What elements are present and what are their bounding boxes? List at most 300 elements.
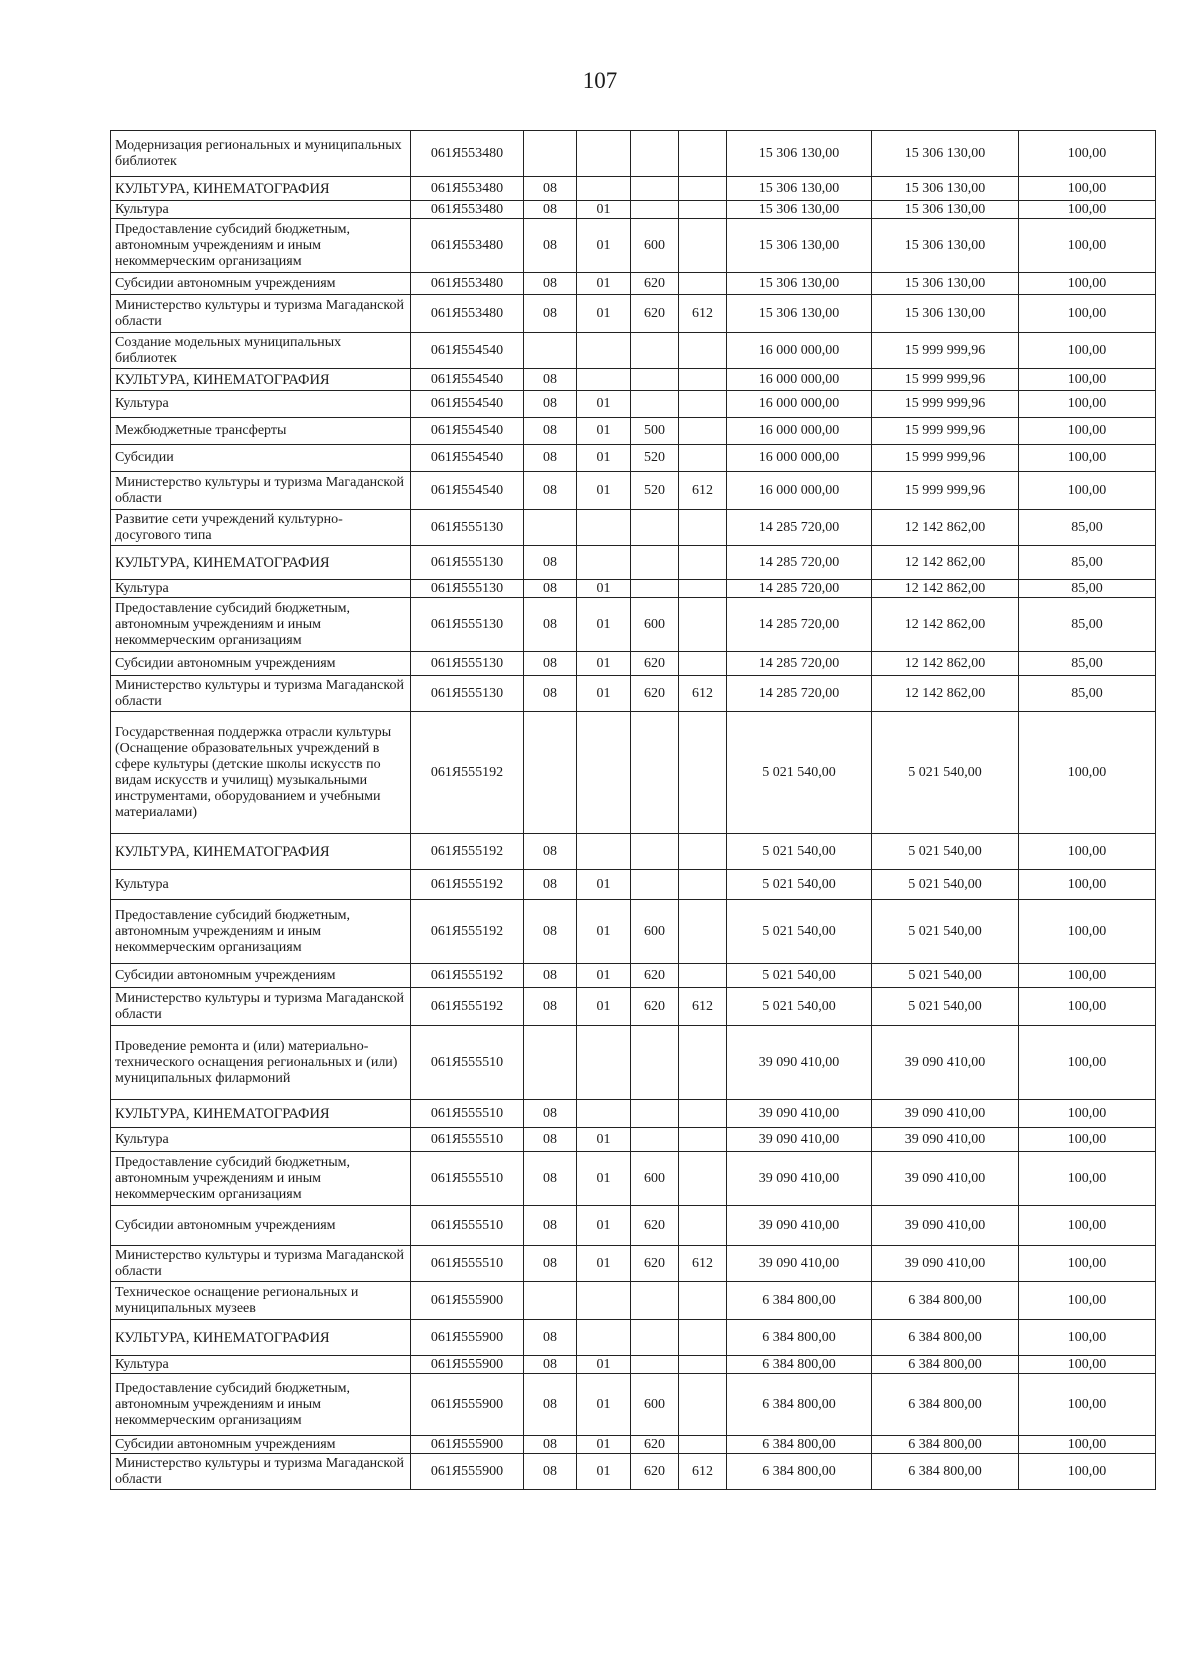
section-code-cell: 08 bbox=[524, 219, 577, 273]
target-code-cell: 061Я553480 bbox=[411, 201, 524, 219]
table-row bbox=[111, 964, 1156, 988]
execution-percent-cell: 100,00 bbox=[1019, 201, 1156, 219]
budget-sheet bbox=[110, 130, 1155, 1490]
row-name-cell: Проведение ремонта и (или) материально-технического оснащения региональных и (или) муниципальных филармоний bbox=[111, 1026, 411, 1100]
table-row bbox=[111, 177, 1156, 201]
subsection-code-cell: 01 bbox=[577, 1436, 631, 1454]
actual-amount-cell: 15 999 999,96 bbox=[872, 445, 1019, 472]
row-name-cell: Межбюджетные трансферты bbox=[111, 418, 411, 445]
row-name-cell: Создание модельных муниципальных библиотек bbox=[111, 333, 411, 369]
section-code-cell: 08 bbox=[524, 870, 577, 900]
target-code-cell: 061Я555130 bbox=[411, 598, 524, 652]
target-code-cell: 061Я555130 bbox=[411, 546, 524, 580]
table-row bbox=[111, 1246, 1156, 1282]
actual-amount-cell: 6 384 800,00 bbox=[872, 1454, 1019, 1490]
row-name-cell: Предоставление субсидий бюджетным, автономным учреждениям и иным некоммерческим организациям bbox=[111, 900, 411, 964]
table-row bbox=[111, 580, 1156, 598]
section-code-cell: 08 bbox=[524, 1320, 577, 1356]
target-code-cell: 061Я555192 bbox=[411, 834, 524, 870]
execution-percent-cell: 100,00 bbox=[1019, 131, 1156, 177]
administrator-code-cell bbox=[679, 1128, 727, 1152]
planned-amount-cell: 15 306 130,00 bbox=[727, 131, 872, 177]
execution-percent-cell: 100,00 bbox=[1019, 1026, 1156, 1100]
subsection-code-cell bbox=[577, 510, 631, 546]
actual-amount-cell: 12 142 862,00 bbox=[872, 580, 1019, 598]
administrator-code-cell bbox=[679, 712, 727, 834]
subsection-code-cell: 01 bbox=[577, 870, 631, 900]
expense-type-cell: 620 bbox=[631, 652, 679, 676]
administrator-code-cell bbox=[679, 333, 727, 369]
administrator-code-cell bbox=[679, 1026, 727, 1100]
section-code-cell: 08 bbox=[524, 1246, 577, 1282]
table-row bbox=[111, 1374, 1156, 1436]
subsection-code-cell: 01 bbox=[577, 219, 631, 273]
target-code-cell: 061Я555510 bbox=[411, 1026, 524, 1100]
section-code-cell: 08 bbox=[524, 900, 577, 964]
actual-amount-cell: 5 021 540,00 bbox=[872, 834, 1019, 870]
planned-amount-cell: 15 306 130,00 bbox=[727, 273, 872, 295]
execution-percent-cell: 100,00 bbox=[1019, 1246, 1156, 1282]
target-code-cell: 061Я555130 bbox=[411, 510, 524, 546]
expense-type-cell: 620 bbox=[631, 273, 679, 295]
section-code-cell: 08 bbox=[524, 1436, 577, 1454]
subsection-code-cell: 01 bbox=[577, 598, 631, 652]
planned-amount-cell: 14 285 720,00 bbox=[727, 510, 872, 546]
expense-type-cell bbox=[631, 177, 679, 201]
table-row bbox=[111, 445, 1156, 472]
execution-percent-cell: 100,00 bbox=[1019, 219, 1156, 273]
execution-percent-cell: 100,00 bbox=[1019, 472, 1156, 510]
execution-percent-cell: 100,00 bbox=[1019, 1206, 1156, 1246]
planned-amount-cell: 5 021 540,00 bbox=[727, 712, 872, 834]
subsection-code-cell: 01 bbox=[577, 1152, 631, 1206]
execution-percent-cell: 100,00 bbox=[1019, 1100, 1156, 1128]
execution-percent-cell: 85,00 bbox=[1019, 510, 1156, 546]
row-name-cell: КУЛЬТУРА, КИНЕМАТОГРАФИЯ bbox=[111, 834, 411, 870]
expense-type-cell: 600 bbox=[631, 219, 679, 273]
expense-type-cell: 620 bbox=[631, 1454, 679, 1490]
row-name-cell: КУЛЬТУРА, КИНЕМАТОГРАФИЯ bbox=[111, 177, 411, 201]
row-name-cell: Субсидии автономным учреждениям bbox=[111, 964, 411, 988]
actual-amount-cell: 6 384 800,00 bbox=[872, 1320, 1019, 1356]
execution-percent-cell: 100,00 bbox=[1019, 712, 1156, 834]
administrator-code-cell bbox=[679, 219, 727, 273]
planned-amount-cell: 16 000 000,00 bbox=[727, 418, 872, 445]
actual-amount-cell: 6 384 800,00 bbox=[872, 1356, 1019, 1374]
expense-type-cell: 500 bbox=[631, 418, 679, 445]
subsection-code-cell: 01 bbox=[577, 652, 631, 676]
subsection-code-cell bbox=[577, 131, 631, 177]
section-code-cell bbox=[524, 131, 577, 177]
row-name-cell: Субсидии автономным учреждениям bbox=[111, 273, 411, 295]
actual-amount-cell: 12 142 862,00 bbox=[872, 652, 1019, 676]
administrator-code-cell: 612 bbox=[679, 1246, 727, 1282]
actual-amount-cell: 5 021 540,00 bbox=[872, 900, 1019, 964]
planned-amount-cell: 16 000 000,00 bbox=[727, 333, 872, 369]
section-code-cell: 08 bbox=[524, 201, 577, 219]
execution-percent-cell: 100,00 bbox=[1019, 418, 1156, 445]
row-name-cell: КУЛЬТУРА, КИНЕМАТОГРАФИЯ bbox=[111, 369, 411, 391]
subsection-code-cell bbox=[577, 369, 631, 391]
planned-amount-cell: 14 285 720,00 bbox=[727, 676, 872, 712]
subsection-code-cell bbox=[577, 1026, 631, 1100]
administrator-code-cell: 612 bbox=[679, 988, 727, 1026]
table-row bbox=[111, 1100, 1156, 1128]
target-code-cell: 061Я555192 bbox=[411, 988, 524, 1026]
row-name-cell: Модернизация региональных и муниципальных библиотек bbox=[111, 131, 411, 177]
section-code-cell: 08 bbox=[524, 1206, 577, 1246]
subsection-code-cell: 01 bbox=[577, 964, 631, 988]
row-name-cell: Культура bbox=[111, 870, 411, 900]
target-code-cell: 061Я553480 bbox=[411, 219, 524, 273]
execution-percent-cell: 100,00 bbox=[1019, 1128, 1156, 1152]
row-name-cell: Министерство культуры и туризма Магаданской области bbox=[111, 295, 411, 333]
administrator-code-cell bbox=[679, 445, 727, 472]
target-code-cell: 061Я555510 bbox=[411, 1152, 524, 1206]
subsection-code-cell: 01 bbox=[577, 1374, 631, 1436]
budget-table-body bbox=[111, 131, 1156, 1490]
table-row bbox=[111, 546, 1156, 580]
section-code-cell: 08 bbox=[524, 834, 577, 870]
planned-amount-cell: 39 090 410,00 bbox=[727, 1026, 872, 1100]
table-row bbox=[111, 510, 1156, 546]
subsection-code-cell bbox=[577, 1320, 631, 1356]
section-code-cell: 08 bbox=[524, 391, 577, 418]
section-code-cell bbox=[524, 712, 577, 834]
execution-percent-cell: 85,00 bbox=[1019, 598, 1156, 652]
target-code-cell: 061Я555192 bbox=[411, 712, 524, 834]
expense-type-cell: 620 bbox=[631, 295, 679, 333]
table-row bbox=[111, 676, 1156, 712]
subsection-code-cell: 01 bbox=[577, 445, 631, 472]
row-name-cell: Министерство культуры и туризма Магаданской области bbox=[111, 988, 411, 1026]
execution-percent-cell: 85,00 bbox=[1019, 580, 1156, 598]
target-code-cell: 061Я555900 bbox=[411, 1282, 524, 1320]
execution-percent-cell: 100,00 bbox=[1019, 1282, 1156, 1320]
budget-table bbox=[110, 130, 1156, 1490]
section-code-cell: 08 bbox=[524, 1356, 577, 1374]
target-code-cell: 061Я554540 bbox=[411, 472, 524, 510]
subsection-code-cell: 01 bbox=[577, 273, 631, 295]
execution-percent-cell: 100,00 bbox=[1019, 177, 1156, 201]
target-code-cell: 061Я554540 bbox=[411, 418, 524, 445]
expense-type-cell bbox=[631, 333, 679, 369]
subsection-code-cell: 01 bbox=[577, 900, 631, 964]
administrator-code-cell bbox=[679, 900, 727, 964]
row-name-cell: Развитие сети учреждений культурно-досугового типа bbox=[111, 510, 411, 546]
section-code-cell bbox=[524, 1282, 577, 1320]
section-code-cell: 08 bbox=[524, 580, 577, 598]
expense-type-cell: 620 bbox=[631, 1436, 679, 1454]
table-row bbox=[111, 418, 1156, 445]
actual-amount-cell: 5 021 540,00 bbox=[872, 870, 1019, 900]
row-name-cell: КУЛЬТУРА, КИНЕМАТОГРАФИЯ bbox=[111, 1320, 411, 1356]
administrator-code-cell bbox=[679, 201, 727, 219]
planned-amount-cell: 16 000 000,00 bbox=[727, 369, 872, 391]
actual-amount-cell: 15 999 999,96 bbox=[872, 391, 1019, 418]
administrator-code-cell bbox=[679, 546, 727, 580]
target-code-cell: 061Я554540 bbox=[411, 369, 524, 391]
table-row bbox=[111, 333, 1156, 369]
row-name-cell: Культура bbox=[111, 580, 411, 598]
target-code-cell: 061Я555900 bbox=[411, 1320, 524, 1356]
planned-amount-cell: 15 306 130,00 bbox=[727, 295, 872, 333]
table-row bbox=[111, 219, 1156, 273]
row-name-cell: Министерство культуры и туризма Магаданской области bbox=[111, 1454, 411, 1490]
row-name-cell: Культура bbox=[111, 391, 411, 418]
actual-amount-cell: 12 142 862,00 bbox=[872, 676, 1019, 712]
table-row bbox=[111, 1026, 1156, 1100]
target-code-cell: 061Я555192 bbox=[411, 964, 524, 988]
planned-amount-cell: 6 384 800,00 bbox=[727, 1436, 872, 1454]
actual-amount-cell: 5 021 540,00 bbox=[872, 964, 1019, 988]
administrator-code-cell bbox=[679, 131, 727, 177]
expense-type-cell bbox=[631, 131, 679, 177]
row-name-cell: Субсидии bbox=[111, 445, 411, 472]
expense-type-cell: 520 bbox=[631, 472, 679, 510]
planned-amount-cell: 5 021 540,00 bbox=[727, 834, 872, 870]
target-code-cell: 061Я555130 bbox=[411, 652, 524, 676]
section-code-cell: 08 bbox=[524, 1374, 577, 1436]
administrator-code-cell bbox=[679, 1436, 727, 1454]
planned-amount-cell: 5 021 540,00 bbox=[727, 870, 872, 900]
section-code-cell: 08 bbox=[524, 1128, 577, 1152]
subsection-code-cell bbox=[577, 834, 631, 870]
administrator-code-cell bbox=[679, 1356, 727, 1374]
administrator-code-cell: 612 bbox=[679, 1454, 727, 1490]
expense-type-cell: 600 bbox=[631, 598, 679, 652]
row-name-cell: Субсидии автономным учреждениям bbox=[111, 1436, 411, 1454]
planned-amount-cell: 14 285 720,00 bbox=[727, 598, 872, 652]
target-code-cell: 061Я555510 bbox=[411, 1100, 524, 1128]
table-row bbox=[111, 472, 1156, 510]
section-code-cell: 08 bbox=[524, 445, 577, 472]
expense-type-cell: 520 bbox=[631, 445, 679, 472]
planned-amount-cell: 6 384 800,00 bbox=[727, 1282, 872, 1320]
expense-type-cell: 620 bbox=[631, 1246, 679, 1282]
actual-amount-cell: 39 090 410,00 bbox=[872, 1128, 1019, 1152]
planned-amount-cell: 6 384 800,00 bbox=[727, 1454, 872, 1490]
section-code-cell: 08 bbox=[524, 652, 577, 676]
expense-type-cell bbox=[631, 580, 679, 598]
expense-type-cell: 620 bbox=[631, 676, 679, 712]
planned-amount-cell: 15 306 130,00 bbox=[727, 177, 872, 201]
expense-type-cell bbox=[631, 712, 679, 834]
table-row bbox=[111, 988, 1156, 1026]
table-row bbox=[111, 1206, 1156, 1246]
target-code-cell: 061Я555130 bbox=[411, 580, 524, 598]
planned-amount-cell: 6 384 800,00 bbox=[727, 1320, 872, 1356]
planned-amount-cell: 14 285 720,00 bbox=[727, 580, 872, 598]
expense-type-cell bbox=[631, 1356, 679, 1374]
planned-amount-cell: 39 090 410,00 bbox=[727, 1152, 872, 1206]
execution-percent-cell: 100,00 bbox=[1019, 834, 1156, 870]
expense-type-cell bbox=[631, 870, 679, 900]
section-code-cell: 08 bbox=[524, 472, 577, 510]
section-code-cell: 08 bbox=[524, 273, 577, 295]
subsection-code-cell: 01 bbox=[577, 418, 631, 445]
administrator-code-cell bbox=[679, 1374, 727, 1436]
execution-percent-cell: 100,00 bbox=[1019, 964, 1156, 988]
planned-amount-cell: 39 090 410,00 bbox=[727, 1128, 872, 1152]
planned-amount-cell: 5 021 540,00 bbox=[727, 900, 872, 964]
execution-percent-cell: 100,00 bbox=[1019, 870, 1156, 900]
expense-type-cell bbox=[631, 1128, 679, 1152]
subsection-code-cell: 01 bbox=[577, 391, 631, 418]
execution-percent-cell: 100,00 bbox=[1019, 1374, 1156, 1436]
table-row bbox=[111, 131, 1156, 177]
actual-amount-cell: 6 384 800,00 bbox=[872, 1282, 1019, 1320]
actual-amount-cell: 39 090 410,00 bbox=[872, 1026, 1019, 1100]
administrator-code-cell bbox=[679, 369, 727, 391]
expense-type-cell bbox=[631, 546, 679, 580]
expense-type-cell: 620 bbox=[631, 964, 679, 988]
target-code-cell: 061Я553480 bbox=[411, 295, 524, 333]
section-code-cell: 08 bbox=[524, 1100, 577, 1128]
actual-amount-cell: 15 999 999,96 bbox=[872, 369, 1019, 391]
subsection-code-cell bbox=[577, 177, 631, 201]
expense-type-cell bbox=[631, 1320, 679, 1356]
actual-amount-cell: 15 306 130,00 bbox=[872, 177, 1019, 201]
execution-percent-cell: 100,00 bbox=[1019, 273, 1156, 295]
execution-percent-cell: 100,00 bbox=[1019, 988, 1156, 1026]
subsection-code-cell: 01 bbox=[577, 1356, 631, 1374]
subsection-code-cell bbox=[577, 712, 631, 834]
planned-amount-cell: 5 021 540,00 bbox=[727, 988, 872, 1026]
administrator-code-cell bbox=[679, 870, 727, 900]
actual-amount-cell: 5 021 540,00 bbox=[872, 988, 1019, 1026]
execution-percent-cell: 100,00 bbox=[1019, 1320, 1156, 1356]
actual-amount-cell: 12 142 862,00 bbox=[872, 546, 1019, 580]
planned-amount-cell: 16 000 000,00 bbox=[727, 445, 872, 472]
row-name-cell: Министерство культуры и туризма Магаданской области bbox=[111, 1246, 411, 1282]
section-code-cell bbox=[524, 1026, 577, 1100]
row-name-cell: Предоставление субсидий бюджетным, автономным учреждениям и иным некоммерческим организациям bbox=[111, 1374, 411, 1436]
table-row bbox=[111, 1152, 1156, 1206]
target-code-cell: 061Я555510 bbox=[411, 1206, 524, 1246]
actual-amount-cell: 12 142 862,00 bbox=[872, 510, 1019, 546]
table-row bbox=[111, 598, 1156, 652]
subsection-code-cell: 01 bbox=[577, 1246, 631, 1282]
subsection-code-cell: 01 bbox=[577, 1454, 631, 1490]
execution-percent-cell: 100,00 bbox=[1019, 1152, 1156, 1206]
target-code-cell: 061Я555192 bbox=[411, 900, 524, 964]
section-code-cell: 08 bbox=[524, 418, 577, 445]
expense-type-cell bbox=[631, 201, 679, 219]
actual-amount-cell: 15 306 130,00 bbox=[872, 219, 1019, 273]
execution-percent-cell: 100,00 bbox=[1019, 900, 1156, 964]
planned-amount-cell: 39 090 410,00 bbox=[727, 1100, 872, 1128]
administrator-code-cell bbox=[679, 598, 727, 652]
subsection-code-cell: 01 bbox=[577, 988, 631, 1026]
target-code-cell: 061Я555192 bbox=[411, 870, 524, 900]
actual-amount-cell: 15 999 999,96 bbox=[872, 418, 1019, 445]
administrator-code-cell bbox=[679, 1206, 727, 1246]
row-name-cell: Министерство культуры и туризма Магаданской области bbox=[111, 676, 411, 712]
planned-amount-cell: 6 384 800,00 bbox=[727, 1374, 872, 1436]
execution-percent-cell: 85,00 bbox=[1019, 546, 1156, 580]
execution-percent-cell: 100,00 bbox=[1019, 445, 1156, 472]
target-code-cell: 061Я555130 bbox=[411, 676, 524, 712]
page-number: 107 bbox=[582, 68, 618, 93]
table-row bbox=[111, 900, 1156, 964]
actual-amount-cell: 12 142 862,00 bbox=[872, 598, 1019, 652]
row-name-cell: Культура bbox=[111, 201, 411, 219]
section-code-cell: 08 bbox=[524, 964, 577, 988]
administrator-code-cell: 612 bbox=[679, 472, 727, 510]
expense-type-cell: 600 bbox=[631, 900, 679, 964]
expense-type-cell bbox=[631, 1026, 679, 1100]
target-code-cell: 061Я555510 bbox=[411, 1246, 524, 1282]
target-code-cell: 061Я555510 bbox=[411, 1128, 524, 1152]
administrator-code-cell: 612 bbox=[679, 295, 727, 333]
administrator-code-cell: 612 bbox=[679, 676, 727, 712]
table-row bbox=[111, 201, 1156, 219]
table-row bbox=[111, 712, 1156, 834]
actual-amount-cell: 39 090 410,00 bbox=[872, 1100, 1019, 1128]
row-name-cell: Государственная поддержка отрасли культуры (Оснащение образовательных учреждений в сфере культуры (детские школы искусств по видам искусств и училищ) музыкальными инструментами, оборудованием и учебными материалами) bbox=[111, 712, 411, 834]
section-code-cell: 08 bbox=[524, 676, 577, 712]
expense-type-cell: 600 bbox=[631, 1374, 679, 1436]
subsection-code-cell bbox=[577, 333, 631, 369]
expense-type-cell bbox=[631, 369, 679, 391]
execution-percent-cell: 100,00 bbox=[1019, 1356, 1156, 1374]
table-row bbox=[111, 1320, 1156, 1356]
subsection-code-cell: 01 bbox=[577, 580, 631, 598]
actual-amount-cell: 15 999 999,96 bbox=[872, 333, 1019, 369]
section-code-cell: 08 bbox=[524, 988, 577, 1026]
subsection-code-cell bbox=[577, 1282, 631, 1320]
administrator-code-cell bbox=[679, 273, 727, 295]
expense-type-cell: 600 bbox=[631, 1152, 679, 1206]
table-row bbox=[111, 834, 1156, 870]
execution-percent-cell: 100,00 bbox=[1019, 1454, 1156, 1490]
planned-amount-cell: 39 090 410,00 bbox=[727, 1246, 872, 1282]
planned-amount-cell: 16 000 000,00 bbox=[727, 472, 872, 510]
actual-amount-cell: 6 384 800,00 bbox=[872, 1374, 1019, 1436]
planned-amount-cell: 39 090 410,00 bbox=[727, 1206, 872, 1246]
planned-amount-cell: 15 306 130,00 bbox=[727, 201, 872, 219]
section-code-cell: 08 bbox=[524, 598, 577, 652]
planned-amount-cell: 14 285 720,00 bbox=[727, 652, 872, 676]
subsection-code-cell: 01 bbox=[577, 472, 631, 510]
row-name-cell: КУЛЬТУРА, КИНЕМАТОГРАФИЯ bbox=[111, 1100, 411, 1128]
subsection-code-cell bbox=[577, 1100, 631, 1128]
table-row bbox=[111, 1436, 1156, 1454]
subsection-code-cell: 01 bbox=[577, 1206, 631, 1246]
actual-amount-cell: 15 306 130,00 bbox=[872, 295, 1019, 333]
section-code-cell: 08 bbox=[524, 1152, 577, 1206]
section-code-cell: 08 bbox=[524, 177, 577, 201]
administrator-code-cell bbox=[679, 418, 727, 445]
execution-percent-cell: 100,00 bbox=[1019, 295, 1156, 333]
row-name-cell: Предоставление субсидий бюджетным, автономным учреждениям и иным некоммерческим организациям bbox=[111, 598, 411, 652]
table-row bbox=[111, 1128, 1156, 1152]
execution-percent-cell: 100,00 bbox=[1019, 333, 1156, 369]
row-name-cell: Культура bbox=[111, 1356, 411, 1374]
actual-amount-cell: 15 306 130,00 bbox=[872, 273, 1019, 295]
actual-amount-cell: 6 384 800,00 bbox=[872, 1436, 1019, 1454]
row-name-cell: Субсидии автономным учреждениям bbox=[111, 652, 411, 676]
actual-amount-cell: 15 999 999,96 bbox=[872, 472, 1019, 510]
target-code-cell: 061Я554540 bbox=[411, 391, 524, 418]
row-name-cell: Техническое оснащение региональных и муниципальных музеев bbox=[111, 1282, 411, 1320]
expense-type-cell bbox=[631, 510, 679, 546]
planned-amount-cell: 5 021 540,00 bbox=[727, 964, 872, 988]
target-code-cell: 061Я555900 bbox=[411, 1356, 524, 1374]
subsection-code-cell: 01 bbox=[577, 1128, 631, 1152]
expense-type-cell: 620 bbox=[631, 988, 679, 1026]
